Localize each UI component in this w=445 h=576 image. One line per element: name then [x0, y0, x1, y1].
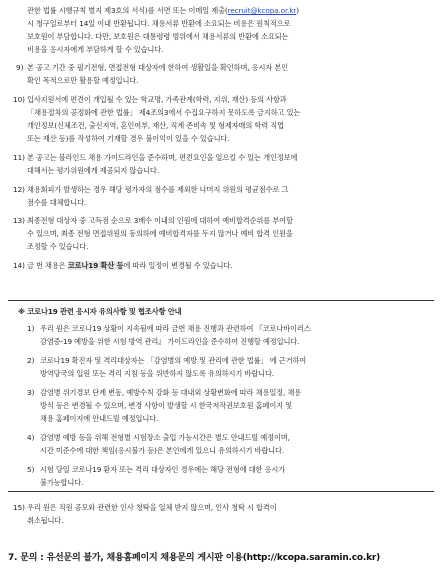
item-number: 13) — [13, 216, 25, 225]
contact-heading: 7. 문의 : 유선문의 불가, 채용홈페이지 채용문의 게시판 이용(http://kcopa.saramin.co.kr) — [8, 553, 381, 563]
paragraph-line: 조정할 수 있습니다. — [27, 242, 89, 251]
paragraph-line: 방역당국의 입원 또는 격리 지침 등을 위반하지 않도록 유의하시기 바랍니다. — [40, 369, 274, 378]
item-number: 5) — [27, 465, 35, 474]
paragraph-line: 감염병 위기경보 단계 변동, 예방수칙 강화 등 대내외 상황변화에 따라 채용일정, 채용 — [40, 388, 302, 397]
paragraph-line: 감염증-19 예방을 위한 시험 방역 관리』 가이드라인을 준수하여 진행할 예정입니다. — [40, 337, 300, 346]
paragraph-line: 본 공고 기간 중 필기전형, 면접전형 대상자에 한하여 생활일을 확인하며, 응시자 본인 — [27, 63, 289, 72]
item-number: 9) — [16, 63, 24, 72]
highlight-text: 코로나19 확산 등 — [67, 261, 124, 270]
paragraph-line: 방식 등은 변경될 수 있으며, 변경 사항이 발생할 시 한국저작권보호원 홈페이지 및 — [40, 401, 293, 410]
item-number: 2) — [27, 356, 35, 365]
paragraph-line: 시 청구일로부터 14일 이내 반환됩니다. 채용서류 반환에 소요되는 비용은 원칙적으로 — [27, 19, 291, 28]
paragraph-line: 또는 재산 등)를 작성하여 기재할 경우 불이익이 있을 수 있습니다. — [27, 134, 230, 143]
paragraph-line: 불가능합니다. — [40, 478, 84, 487]
paragraph-line: 보호원이 부담합니다. 다만, 보호원은 대통령령 범위에서 채용서류의 반환에 소요되는 — [27, 32, 289, 41]
paragraph-line: 입사지원서에 편견이 개입될 수 있는 학교명, 가족관계(학력, 지위, 재산) 등의 사항과 — [27, 95, 287, 104]
paragraph-line: 우리 원은 직원 공모와 관련한 인사 청탁을 일체 받지 않으며, 인사 청탁 시 합격이 — [27, 503, 277, 512]
email-link[interactable]: recruit@kcopa.or.kr — [227, 6, 297, 15]
item-number: 15) — [13, 503, 25, 512]
paragraph-line: 점수를 대체합니다. — [27, 198, 87, 207]
paragraph-line: 개인정보(신체조건, 출신지역, 혼인여부, 재산, 직계 존비속 및 형제자매의 학력 직업 — [27, 121, 284, 130]
paragraph-line: 관한 법률 시행규칙 별지 제3호의 서식)를 서면 또는 이메일 제출(recruit@kcopa.or.kr) — [27, 6, 299, 15]
item-number: 12) — [13, 185, 25, 194]
item-number: 14) — [13, 261, 25, 270]
paragraph-line: 시간 미준수에 대한 책임(응시불가 등)은 본인에게 있으니 유의하시기 바랍니다. — [40, 446, 285, 455]
paragraph-line: 확인 목적으로만 활용할 예정입니다. — [27, 76, 139, 85]
paragraph-line: 우리 원은 코로나19 상황이 지속됨에 따라 금번 채용 진행과 관련하여 『코로나바이러스 — [40, 324, 311, 333]
item-number: 4) — [27, 433, 35, 442]
notice-title: ※ 코로나19 관련 응시자 유의사항 및 협조사항 안내 — [18, 307, 182, 316]
paragraph-line: 대해서는 평가위원에게 제공되지 않습니다. — [27, 166, 159, 175]
item-number: 3) — [27, 388, 35, 397]
paragraph-line: 비용을 응시자에게 부담하게 할 수 있습니다. — [27, 45, 164, 54]
paragraph-line: 시험 당일 코로나19 환자 또는 격리 대상자인 경우에는 해당 전형에 대한 응시가 — [40, 465, 286, 474]
paragraph-line: 코로나19 확진자 및 격리대상자는 「감염병의 예방 및 관리에 관한 법률」 에 근거하여 — [40, 356, 307, 365]
paragraph-line: 금 번 채용은 코로나19 확산 등에 따라 일정이 변경될 수 있습니다. — [27, 261, 233, 270]
paragraph-line: 채용 홈페이지에 안내드릴 예정입니다. — [40, 414, 159, 423]
paragraph-line: 「채용절차의 공정화에 관한 법률」 제4조의3에서 수집요구하지 못하도록 금지하고 있는 — [27, 108, 301, 117]
item-number: 1) — [27, 324, 35, 333]
paragraph-line: 채용회피가 발생하는 경우 해당 평가자의 점수를 제외한 나머지 위원의 평균점수로 그 — [27, 185, 289, 194]
paragraph-line: 감염병 예방 등을 위해 전형별 시험장소 출입 가능시간은 별도 안내드릴 예정이며, — [40, 433, 290, 442]
paragraph-line: 최종전형 대상자 중 고득점 순으로 3배수 이내의 인원에 대하여 예비합격순위를 부여할 — [27, 216, 293, 225]
paragraph-line: 본 공고는 블라인드 채용 가이드라인을 준수하며, 편견요인을 일으킬 수 있는 개인정보에 — [27, 153, 298, 162]
item-number: 10) — [13, 95, 25, 104]
paragraph-line: 수 있으며, 최종 전형 면접위원의 동의하에 예비합격자를 두지 않거나 예비 합격 인원을 — [27, 229, 293, 238]
item-number: 11) — [13, 153, 25, 162]
paragraph-line: 취소됩니다. — [27, 516, 64, 525]
